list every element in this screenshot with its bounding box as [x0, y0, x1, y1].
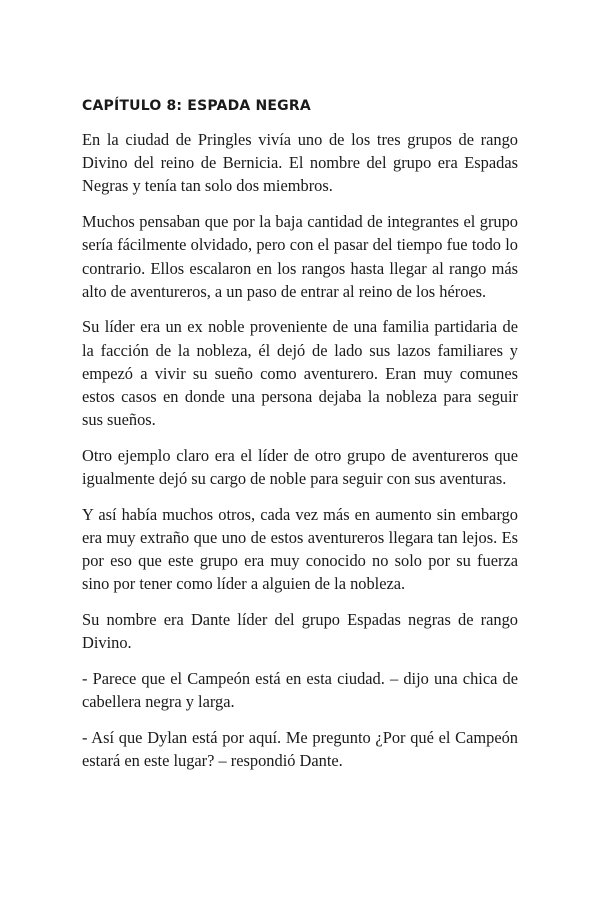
paragraph: Muchos pensaban que por la baja cantidad de integrantes el grupo sería fácilmente olvidado, pero con el pasar del tiempo fue todo lo contrario. Ellos escalaron en los rangos hasta llegar al rango más alto de aventureros, a un paso de entrar al reino de los héroes. [82, 212, 518, 301]
book-page [82, 97, 518, 785]
paragraph: Otro ejemplo claro era el líder de otro grupo de aventureros que igualmente dejó su cargo de noble para seguir con sus aventuras. [82, 445, 518, 489]
chapter-title: CAPÍTULO 8: ESPADA NEGRA [82, 98, 311, 114]
dialogue-paragraph: - Así que Dylan está por aquí. Me pregunto ¿Por qué el Campeón estará en este lugar? – respondió Dante. [82, 727, 518, 771]
paragraph: Su nombre era Dante líder del grupo Espadas negras de rango Divino. [82, 610, 518, 653]
paragraph: En la ciudad de Pringles vivía uno de los tres grupos de rango Divino del reino de Bernicia. El nombre del grupo era Espadas Negras y tenía tan solo dos miembros. [82, 130, 518, 196]
paragraph: Su líder era un ex noble proveniente de una familia partidaria de la facción de la nobleza, él dejó de lado sus lazos familiares y empezó a vivir su sueño como aventurero. Eran muy comunes estos casos en donde una persona dejaba la nobleza para seguir sus sueños. [82, 317, 518, 430]
dialogue-paragraph: - Parece que el Campeón está en esta ciudad. – dijo una chica de cabellera negra y larga. [82, 669, 518, 712]
paragraph: Y así había muchos otros, cada vez más en aumento sin embargo era muy extraño que uno de estos aventureros llegara tan lejos. Es por eso que este grupo era muy conocido no solo por su fuerza sino por tener como líder a alguien de la nobleza. [82, 504, 518, 594]
